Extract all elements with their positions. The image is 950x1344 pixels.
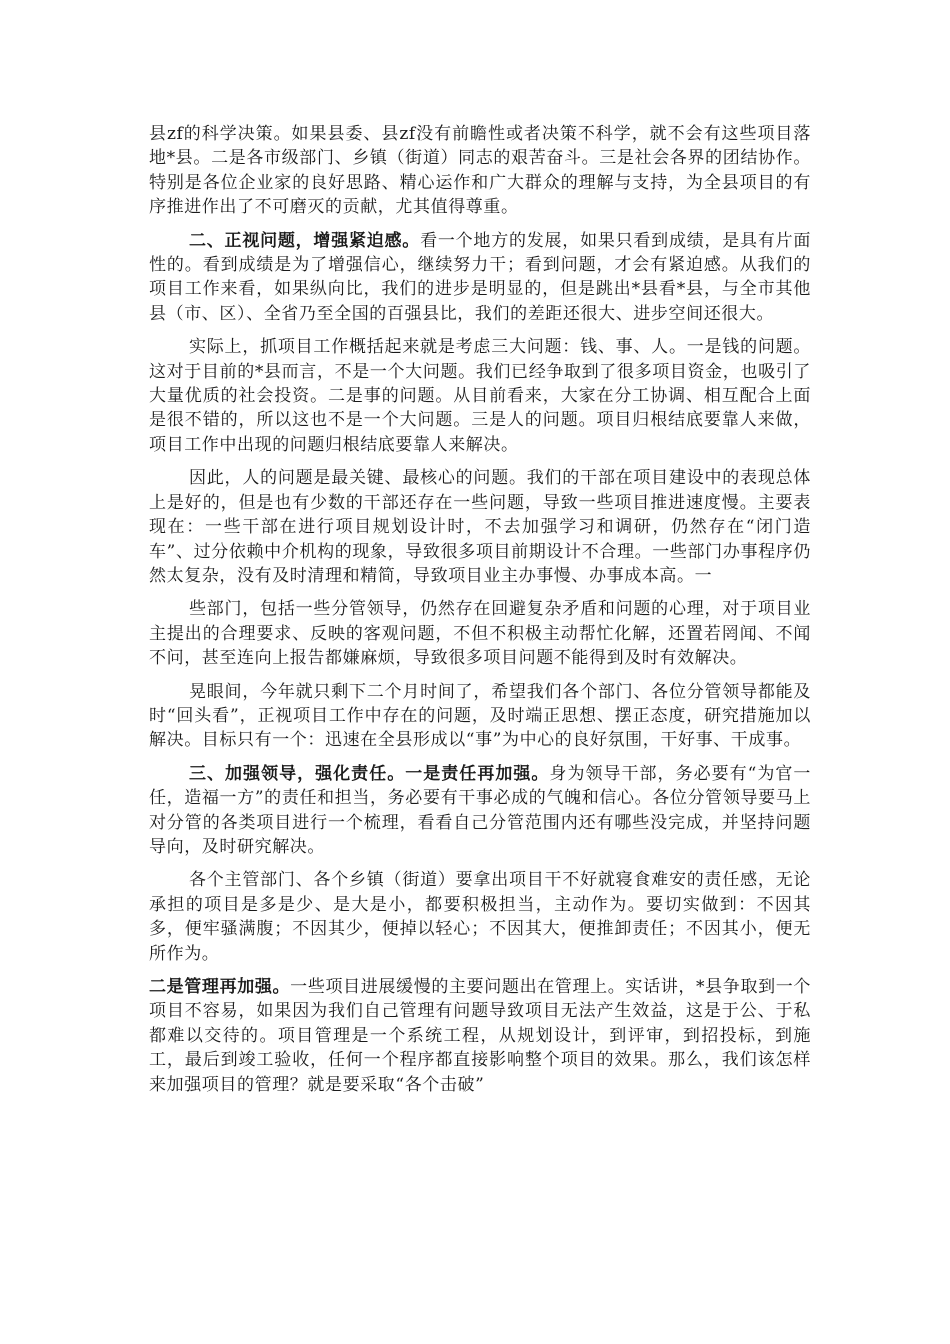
paragraph-3 (149, 335, 811, 457)
paragraph-6 (149, 680, 811, 753)
paragraph-text: 县zf的科学决策。如果县委、县zf没有前瞻性或者决策不科学，就不会有这些项目落地*县。二是各市级部门、乡镇（街道）同志的艰苦奋斗。三是社会各界的团结协作。特别是各位企业家的良好思路、精心运作和广大群众的理解与支持，为全县项目的有序推进作出了不可磨灭的贡献，尤其值得尊重。 (149, 124, 811, 218)
paragraph-text: 些部门，包括一些分管领导，仍然存在回避复杂矛盾和问题的心理，对于项目业主提出的合理要求、反映的客观问题，不但不积极主动帮忙化解，还置若罔闻、不闻不问，甚至连向上报告都嫌麻烦，导致很多项目问题不能得到及时有效解决。 (149, 599, 811, 669)
paragraph-4 (149, 466, 811, 588)
paragraph-text: 身为领导干部，务必要有“为官一任，造福一方”的责任和担当，务必要有干事必成的气魄和信心。各位分管领导要马上对分管的各类项目进行一个梳理，看看自己分管范围内还有哪些没完成，并坚持问题导向，及时研究解决。 (149, 763, 811, 857)
section-heading: 二、正视问题，增强紧迫感。 (189, 230, 421, 251)
paragraph-7 (149, 762, 811, 860)
section-heading: 二是管理再加强。 (149, 977, 291, 997)
section-heading: 三、加强领导，强化责任。一是责任再加强。 (189, 763, 550, 784)
paragraph-8 (149, 868, 811, 966)
paragraph-5 (149, 597, 811, 670)
paragraph-text: 实际上，抓项目工作概括起来就是考虑三大问题：钱、事、人。一是钱的问题。这对于目前的*县而言，不是一个大问题。我们已经争取到了很多项目资金，也吸引了大量优质的社会投资。二是事的问题。从目前看来，大家在分工协调、相互配合上面是很不错的，所以这也不是一个大问题。三是人的问题。项目归根结底要靠人来做，项目工作中出现的问题归根结底要靠人来解决。 (149, 337, 811, 455)
document-page (149, 122, 811, 1097)
paragraph-text: 因此，人的问题是最关键、最核心的问题。我们的干部在项目建设中的表现总体上是好的，但是也有少数的干部还存在一些问题，导致一些项目推进速度慢。主要表现在：一些干部在进行项目规划设计时，不去加强学习和调研，仍然存在“闭门造车”、过分依赖中介机构的现象，导致很多项目前期设计不合理。一些部门办事程序仍然太复杂，没有及时清理和精简，导致项目业主办事慢、办事成本高。一 (149, 468, 811, 586)
paragraph-1 (149, 122, 811, 220)
paragraph-text: 一些项目进展缓慢的主要问题出在管理上。实话讲，*县争取到一个项目不容易，如果因为我们自己管理有问题导致项目无法产生效益，这是于公、于私都难以交待的。项目管理是一个系统工程，从规划设计，到评审，到招投标，到施工，最后到竣工验收，任何一个程序都直接影响整个项目的效果。那么，我们该怎样来加强项目的管理？就是要采取“各个击破” (149, 977, 811, 1095)
paragraph-text: 晃眼间，今年就只剩下二个月时间了，希望我们各个部门、各位分管领导都能及时“回头看”，正视项目工作中存在的问题，及时端正思想、摆正态度，研究措施加以解决。目标只有一个：迅速在全县形成以“事”为中心的良好氛围，干好事、干成事。 (149, 681, 811, 751)
paragraph-text: 各个主管部门、各个乡镇（街道）要拿出项目干不好就寝食难安的责任感，无论承担的项目是多是少、是大是小，都要积极担当，主动作为。要切实做到：不因其多，便牢骚满腹；不因其少，便掉以轻心；不因其大，便推卸责任；不因其小，便无所作为。 (149, 870, 811, 964)
paragraph-text: 看一个地方的发展，如果只看到成绩，是具有片面性的。看到成绩是为了增强信心，继续努力干；看到问题，才会有紧迫感。从我们的项目工作来看，如果纵向比，我们的进步是明显的，但是跳出*县看*县，与全市其他县（市、区）、全省乃至全国的百强县比，我们的差距还很大、进步空间还很大。 (149, 230, 811, 324)
paragraph-2 (149, 229, 811, 327)
paragraph-9 (149, 975, 811, 1097)
